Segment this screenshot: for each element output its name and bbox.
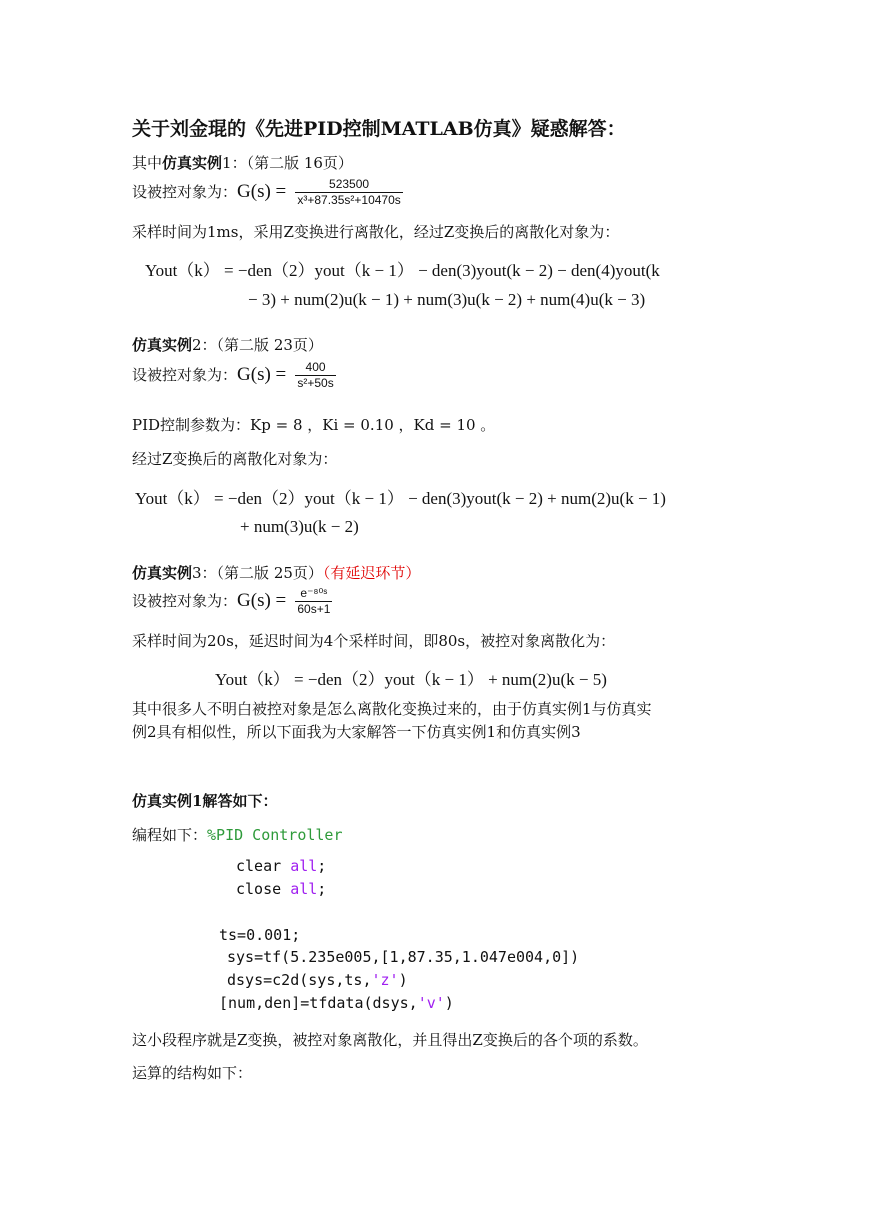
ex3-plant: 设被控对象为：G(s) = $\frac{\text{e⁻⁸⁰ˢ}}{60s+1}$ [132,586,331,616]
ex3-fraction: $\frac{\text{e⁻⁸⁰ˢ}}{60s+1}$ [297,586,331,616]
ex3-heading: 仿真实例3：（第二版 25页）（有延迟环节） [132,564,421,582]
ex2-equation-line2: + num(3)u(k − 2) [240,517,359,536]
ex2-equation-line1: Yout（k） = −den（2）yout（k − 1） − den(3)yout(k − 2) + num(2)u(k − 1) [135,489,666,508]
ex3-equation: Yout（k） = −den（2）yout（k − 1） + num(2)u(k − 5) [215,670,607,689]
code-line-ts: ts=0.001; [219,926,301,944]
code-line-close: close all; [236,880,327,898]
answer-heading: 仿真实例1解答如下： [132,792,278,810]
code-comment: %PID Controller [207,826,343,844]
ex2-heading: 仿真实例2：（第二版 23页） [132,336,323,354]
para-line2: 例2具有相似性，所以下面我为大家解答一下仿真实例1和仿真实例3 [132,723,581,741]
ex1-equation-line2: − 3) + num(2)u(k − 1) + num(3)u(k − 2) + num(4)u(k − 3) [248,290,646,309]
ex1-sample-text: 采样时间为1ms，采用Z变换进行离散化，经过Z变换后的离散化对象为： [132,223,620,241]
para-line1: 其中很多人不明白被控对象是怎么离散化变换过来的，由于仿真实例1与仿真实 [132,700,652,718]
ex1-plant: 设被控对象为：G(s) = $\frac{523500}{\text{x³+87.35s²+10470s}}$ [132,177,401,207]
ex1-equation-line1: Yout（k） = −den（2）yout（k − 1） − den(3)yout(k − 2) − den(4)yout(k [145,261,660,280]
code-line-sys: sys=tf(5.235e005,[1,87.35,1.047e004,0]) [227,948,580,966]
ex2-plant: 设被控对象为：G(s) = $\frac{400}{\text{s²+50s}}$ [132,360,334,390]
after-code-line2: 运算的结构如下： [132,1064,253,1082]
code-line-tfdata: [num,den]=tfdata(dsys,'v') [219,994,454,1012]
ex1-heading: 其中仿真实例1：（第二版 16页） [132,154,353,172]
ex2-ztext: 经过Z变换后的离散化对象为： [132,450,338,468]
code-label-line: 编程如下：%PID Controller [132,826,343,844]
ex1-fraction: $\frac{523500}{\text{x³+87.35s²+10470s}}$ [297,177,401,207]
ex2-pid-params: PID控制参数为：Kp = 8 ，Ki = 0.10 ，Kd = 10 。 [132,416,496,434]
code-line-clear: clear all; [236,857,327,875]
after-code-line1: 这小段程序就是Z变换，被控对象离散化，并且得出Z变换后的各个项的系数。 [132,1031,648,1049]
code-line-dsys: dsys=c2d(sys,ts,'z') [227,971,408,989]
ex3-sample-text: 采样时间为20s，延迟时间为4个采样时间，即80s，被控对象离散化为： [132,632,616,650]
page-title: 关于刘金琨的《先进PID控制MATLAB仿真》疑惑解答： [132,118,626,140]
ex2-fraction: $\frac{400}{\text{s²+50s}}$ [297,360,334,390]
